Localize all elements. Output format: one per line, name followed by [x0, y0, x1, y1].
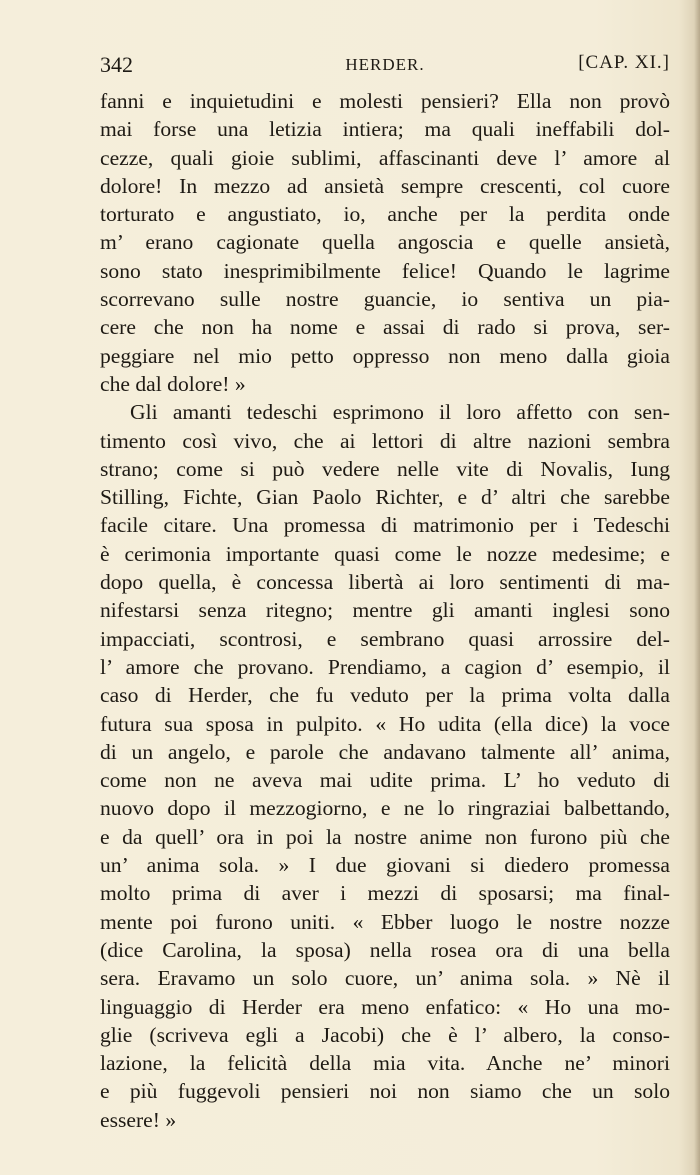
text-line: peggiare nel mio petto oppresso non meno dalla gioia: [100, 343, 670, 368]
text-line: Stilling, Fichte, Gian Paolo Richter, e d’ altri che sarebbe: [100, 485, 670, 510]
text-line: facile citare. Una promessa di matrimonio per i Tedeschi: [100, 513, 670, 538]
text-line: è cerimonia importante quasi come le nozze medesime; e: [100, 541, 670, 566]
text-line: futura sua sposa in pulpito. « Ho udita (ella dice) la voce: [100, 711, 670, 736]
page-edge-shadow: [694, 0, 700, 1175]
text-line: come non ne aveva mai udite prima. L’ ho veduto di: [100, 768, 670, 793]
text-line: sono stato inesprimibilmente felice! Quando le lagrime: [100, 258, 670, 283]
text-line: impacciati, scontrosi, e sembrano quasi arrossire del-: [100, 626, 670, 651]
text-line: nifestarsi senza ritegno; mentre gli amanti inglesi sono: [100, 598, 670, 623]
text-line: molto prima di aver i mezzi di sposarsi; ma final-: [100, 881, 670, 906]
text-line: che dal dolore! »: [100, 371, 246, 396]
text-line: Gli amanti tedeschi esprimono il loro affetto con sen-: [130, 400, 670, 425]
text-line: nuovo dopo il mezzogiorno, e ne lo ringraziai balbettando,: [100, 796, 670, 821]
running-title: HERDER.: [345, 55, 425, 74]
text-line: e da quell’ ora in poi la nostre anime non furono più che: [100, 824, 670, 849]
text-line: cezze, quali gioie sublimi, affascinanti deve l’ amore al: [100, 145, 670, 170]
text-line: l’ amore che provano. Prendiamo, a cagion d’ esempio, il: [100, 654, 670, 679]
running-header: [100, 52, 670, 82]
text-line: glie (scriveva egli a Jacobi) che è l’ albero, la conso-: [100, 1022, 670, 1047]
text-line: torturato e angustiato, io, anche per la perdita onde: [100, 202, 670, 227]
text-line: fanni e inquietudini e molesti pensieri? Ella non provò: [100, 89, 670, 113]
page-number: 342: [100, 52, 133, 77]
text-line: un’ anima sola. » I due giovani si diedero promessa: [100, 853, 670, 878]
text-line: caso di Herder, che fu veduto per la prima volta dalla: [100, 683, 670, 708]
text-line: essere! »: [100, 1107, 177, 1132]
text-line: scorrevano sulle nostre guancie, io sentiva un pia-: [100, 287, 670, 312]
text-line: lazione, la felicità della mia vita. Anche ne’ minori: [100, 1051, 670, 1076]
text-line: (dice Carolina, la sposa) nella rosea ora di una bella: [100, 937, 670, 962]
text-line: di un angelo, e parole che andavano talmente all’ anima,: [100, 739, 670, 764]
text-line: dolore! In mezzo ad ansietà sempre crescenti, col cuore: [100, 173, 670, 198]
text-line: m’ erano cagionate quella angoscia e quelle ansietà,: [100, 230, 670, 255]
chapter-reference: [CAP. XI.]: [578, 52, 670, 73]
text-line: sera. Eravamo un solo cuore, un’ anima sola. » Nè il: [100, 966, 670, 991]
text-line: timento così vivo, che ai lettori di altre nazioni sembra: [100, 428, 670, 453]
text-line: strano; come si può vedere nelle vite di Novalis, Iung: [100, 456, 670, 481]
text-line: mai forse una letizia intiera; ma quali ineffabili dol-: [100, 117, 670, 142]
text-line: e più fuggevoli pensieri noi non siamo che un solo: [100, 1079, 670, 1104]
text-line: cere che non ha nome e assai di rado si prova, ser-: [100, 315, 670, 340]
text-line: mente poi furono uniti. « Ebber luogo le nostre nozze: [100, 909, 670, 934]
text-line: dopo quella, è concessa libertà ai loro sentimenti di ma-: [100, 570, 670, 595]
text-line: linguaggio di Herder era meno enfatico: « Ho una mo-: [100, 994, 670, 1019]
body-text: [100, 87, 670, 1134]
